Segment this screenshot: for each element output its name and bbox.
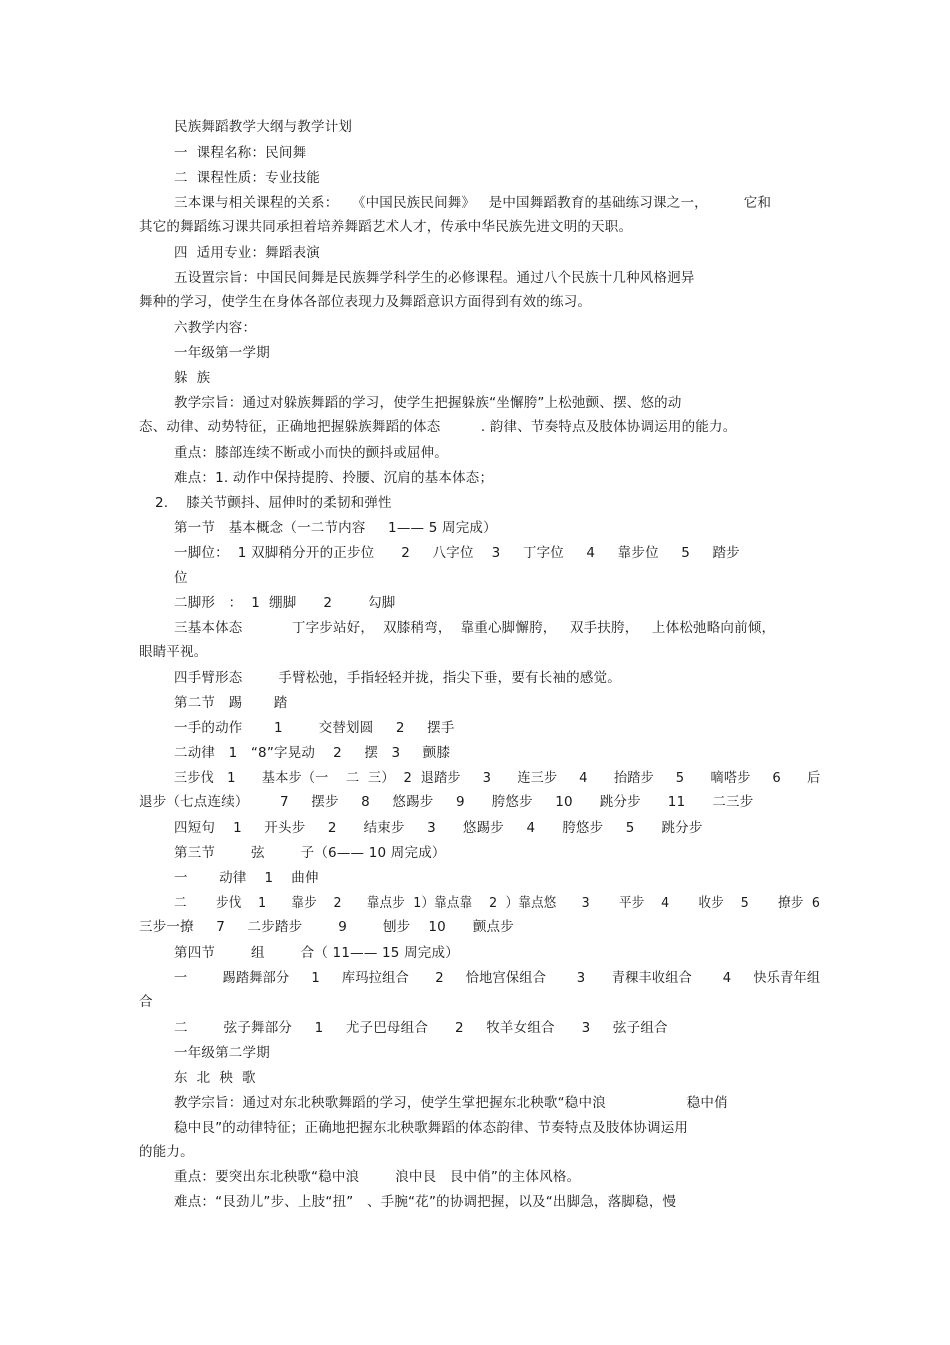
text-line: 二脚形 ： 1 绷脚 2 勾脚 (174, 595, 396, 611)
text-line: 退步（七点连续） 7 摆步 8 悠踢步 9 胯悠步 10 跳分步 11 二三步 (139, 794, 754, 810)
section-heading: 第一节 基本概念（一二节内容 1—— 5 周完成） (174, 520, 497, 536)
text-line: 眼睛平视。 (139, 644, 208, 660)
text-line: 一 课程名称：民间舞 (174, 145, 307, 161)
text-line: 合 (139, 994, 153, 1010)
text-line: 一脚位： 1 双脚稍分开的正步位 2 八字位 3 丁字位 4 靠步位 5 踏步 (174, 545, 740, 561)
text-line: 四 适用专业：舞蹈表演 (174, 245, 320, 261)
text-line: 三本课与相关课程的关系： 《中国民族民间舞》 是中国舞蹈教育的基础练习课之一， 它和 (174, 195, 772, 211)
text-line: 的能力。 (139, 1144, 194, 1160)
text-line: 四短句 1 开头步 2 结束步 3 悠踢步 4 胯悠步 5 跳分步 (174, 820, 703, 836)
text-line: 三步伐 1 基本步（一 二 三） 2 退踏步 3 连三步 4 抬踏步 5 嘀嗒步 6 后 (174, 770, 821, 786)
document-title: 民族舞蹈教学大纲与教学计划 (174, 119, 353, 135)
text-line: 一 动律 1 曲伸 (174, 870, 319, 886)
text-line: 位 (174, 570, 188, 586)
text-line: 三步一撩 7 二步踏步 9 刨步 10 颤点步 (139, 919, 514, 935)
section-heading: 一年级第一学期 (174, 345, 270, 361)
text-line: 态、动律、动势特征，正确地把握躲族舞蹈的体态 . 韵律、节奏特点及肢体协调运用的能力。 (139, 419, 737, 435)
text-line: 重点：膝部连续不断或小而快的颤抖或屈伸。 (174, 445, 448, 461)
text-line: 难点：“艮劲儿”步、上肢“扭” 、手腕“花”的协调把握，以及“出脚急，落脚稳，慢 (174, 1194, 677, 1210)
section-heading: 一年级第二学期 (174, 1045, 270, 1061)
text-line: 教学宗旨：通过对东北秧歌舞蹈的学习，使学生掌把握东北秧歌“稳中浪 稳中俏 (174, 1095, 728, 1111)
text-line: 舞种的学习，使学生在身体各部位表现力及舞蹈意识方面得到有效的练习。 (139, 294, 592, 310)
section-heading: 躲 族 (174, 370, 211, 386)
text-line: 重点：要突出东北秧歌“稳中浪 浪中艮 艮中俏”的主体风格。 (174, 1169, 581, 1185)
text-line: 难点：1. 动作中保持提胯、拎腰、沉肩的基本体态； (174, 470, 494, 486)
text-line: 2. 膝关节颤抖、屈伸时的柔韧和弹性 (155, 495, 392, 511)
text-line: 其它的舞蹈练习课共同承担着培养舞蹈艺术人才，传承中华民族先进文明的天职。 (139, 219, 633, 235)
text-line: 一 踢踏舞部分 1 库玛拉组合 2 恰地宫保组合 3 青稞丰收组合 4 快乐青年组 (174, 970, 821, 986)
text-line: 二 课程性质：专业技能 (174, 170, 320, 186)
text-line: 一手的动作 1 交替划圆 2 摆手 (174, 720, 455, 736)
section-heading: 第二节 踢 踏 (174, 695, 288, 711)
text-line: 教学宗旨：通过对躲族舞蹈的学习，使学生把握躲族“坐懈胯”上松弛颤、摆、悠的动 (174, 395, 682, 411)
section-heading: 第四节 组 合（ 11—— 15 周完成） (174, 945, 459, 961)
text-line: 二动律 1 “8”字晃动 2 摆 3 颤膝 (174, 745, 451, 761)
text-line: 三基本体态 丁字步站好， 双膝稍弯， 靠重心脚懈胯， 双手扶胯， 上体松弛略向前倾， (174, 620, 776, 636)
text-line: 二 弦子舞部分 1 尤子巴母组合 2 牧羊女组合 3 弦子组合 (174, 1020, 668, 1036)
text-line: 四手臂形态 手臂松弛，手指轻轻并拢，指尖下垂，要有长袖的感觉。 (174, 670, 621, 686)
section-heading: 东 北 秧 歌 (174, 1070, 256, 1086)
text-line: 五设置宗旨：中国民间舞是民族舞学科学生的必修课程。通过八个民族十几种风格迥异 (174, 270, 695, 286)
section-heading: 第三节 弦 子（6—— 10 周完成） (174, 845, 446, 861)
text-line: 六教学内容： (174, 320, 257, 336)
text-line: 稳中艮”的动律特征；正确地把握东北秧歌舞蹈的体态韵律、节奏特点及肢体协调运用 (174, 1120, 689, 1136)
text-line: 二 步伐 1 靠步 2 靠点步 1）靠点靠 2 ）靠点悠 3 平步 4 收步 5 撩步 6 (174, 895, 821, 911)
